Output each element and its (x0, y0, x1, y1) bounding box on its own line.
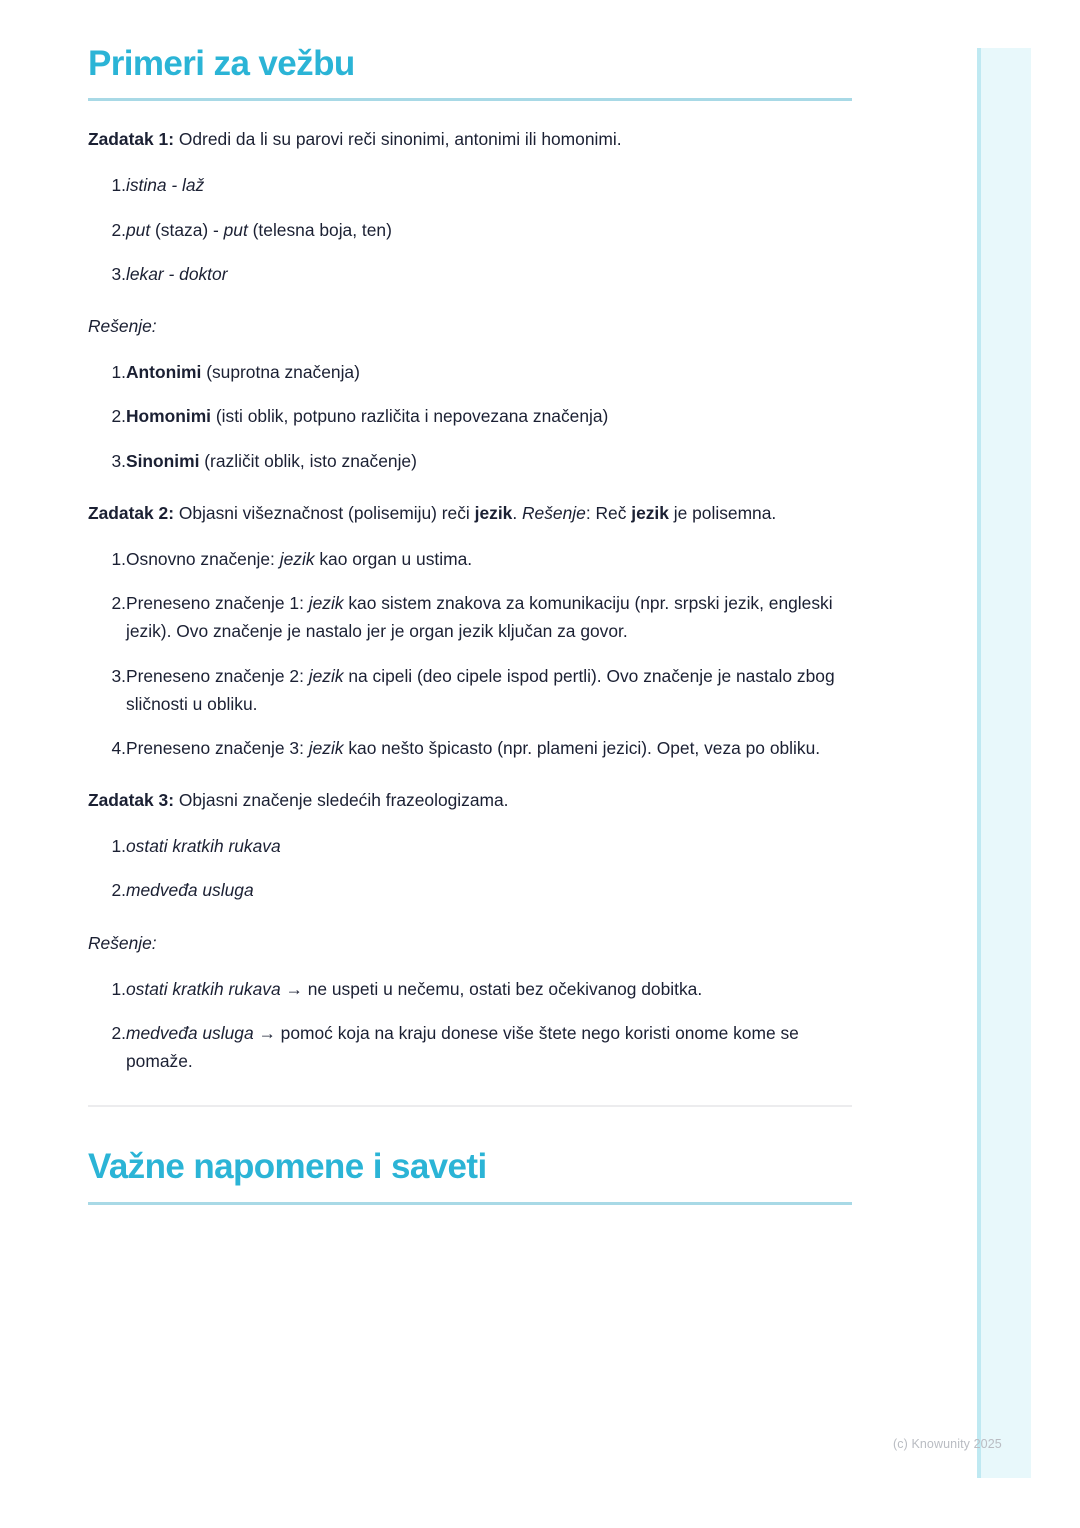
list-item-text: (različit oblik, isto značenje) (199, 450, 417, 471)
task-3-solution-label: Rešenje: (88, 932, 157, 953)
task-1-items (88, 171, 852, 288)
list-item-italic: istina - laž (126, 175, 205, 196)
task-1-prompt (88, 125, 852, 153)
task-2-keyword: jezik (474, 502, 513, 523)
list-item-post: kao organ u ustima. (314, 548, 473, 569)
task-1-label: Zadatak 1: (88, 129, 175, 150)
list-item-italic: ostati kratkih rukava (126, 978, 281, 999)
list-item-bold: Antonimi (126, 362, 202, 383)
list-item (88, 1019, 852, 1075)
list-item-italic: put (126, 219, 151, 240)
list-item-italic: jezik (308, 593, 344, 614)
task-3-items (88, 832, 852, 904)
task-2-label: Zadatak 2: (88, 502, 175, 523)
task-1-text: Odredi da li su parovi reči sinonimi, antonimi ili homonimi. (174, 129, 622, 150)
list-item (88, 734, 852, 762)
task-2-text-a: Objasni višeznačnost (polisemiju) reči (174, 502, 475, 523)
task-2-text-c: : Reč (585, 502, 632, 523)
task-1-solution-items (88, 358, 852, 475)
task-2-solution-label: Rešenje (522, 502, 586, 523)
list-item-italic: ostati kratkih rukava (126, 836, 281, 857)
page-title: Primeri za vežbu (88, 44, 355, 83)
list-item (88, 358, 852, 386)
list-item-text-2: (telesna boja, ten) (247, 219, 392, 240)
list-item-italic: jezik (279, 548, 315, 569)
list-item-italic: jezik (308, 665, 344, 686)
notes-underline-rule (88, 1202, 852, 1205)
list-item-pre: Preneseno značenje 1: (126, 593, 309, 614)
task-2-keyword-2: jezik (631, 502, 669, 523)
list-item (88, 447, 852, 475)
task-3-solution-items (88, 975, 852, 1076)
list-item-bold: Sinonimi (126, 450, 200, 471)
list-item-italic-2: put (223, 219, 248, 240)
task-2-prompt (88, 499, 852, 527)
footer-copyright: (c) Knowunity 2025 (893, 1437, 1002, 1451)
list-item (88, 216, 852, 244)
list-item-italic: jezik (308, 737, 344, 758)
list-item-post: → ne uspeti u nečemu, ostati bez očekivanog dobitka. (280, 978, 703, 999)
list-item-pre: Preneseno značenje 3: (126, 737, 309, 758)
list-item-text: (suprotna značenja) (201, 362, 360, 383)
task-3-label: Zadatak 3: (88, 790, 175, 811)
list-item (88, 545, 852, 573)
list-item (88, 402, 852, 430)
list-item-italic: medveđa usluga (126, 1023, 254, 1043)
section-notes-header (88, 1147, 852, 1204)
section-practice-header (88, 44, 852, 101)
list-item-post: na cipeli (deo cipele ispod pertli). Ovo značenje je nastalo zbog sličnosti u obliku. (126, 665, 835, 714)
section-notes-title: Važne napomene i saveti (88, 1147, 487, 1187)
list-item (88, 876, 852, 904)
task-2-text-d: je polisemna. (668, 502, 777, 523)
list-item (88, 171, 852, 199)
list-item-italic: medveđa usluga (126, 880, 254, 901)
list-item-text: (staza) - (150, 219, 224, 240)
task-3-text: Objasni značenje sledećih frazeologizama. (174, 790, 509, 811)
list-item-pre: Osnovno značenje: (126, 548, 280, 569)
list-item (88, 260, 852, 288)
task-3-prompt (88, 786, 852, 814)
list-item (88, 662, 852, 718)
list-item-pre: Preneseno značenje 2: (126, 665, 309, 686)
task-2-items (88, 545, 852, 762)
list-item (88, 589, 852, 645)
task-1-solution-label: Rešenje: (88, 316, 157, 336)
right-accent-panel (977, 48, 1031, 1478)
list-item (88, 832, 852, 860)
list-item-text: (isti oblik, potpuno različita i nepovezana značenja) (211, 406, 609, 427)
list-item-post: kao nešto špicasto (npr. plameni jezici). Opet, veza po obliku. (343, 737, 821, 758)
list-item (88, 975, 852, 1003)
task-2-text-b: . (512, 502, 522, 523)
list-item-post: kao sistem znakova za komunikaciju (npr. srpski jezik, engleski jezik). Ovo značenje je nastalo jer je organ jezik ključan za govor. (126, 593, 833, 642)
list-item-italic: lekar - doktor (126, 263, 228, 284)
list-item-post: → pomoć koja na kraju donese više štete nego koristi onome kome se pomaže. (126, 1023, 799, 1072)
list-item-bold: Homonimi (126, 406, 212, 427)
